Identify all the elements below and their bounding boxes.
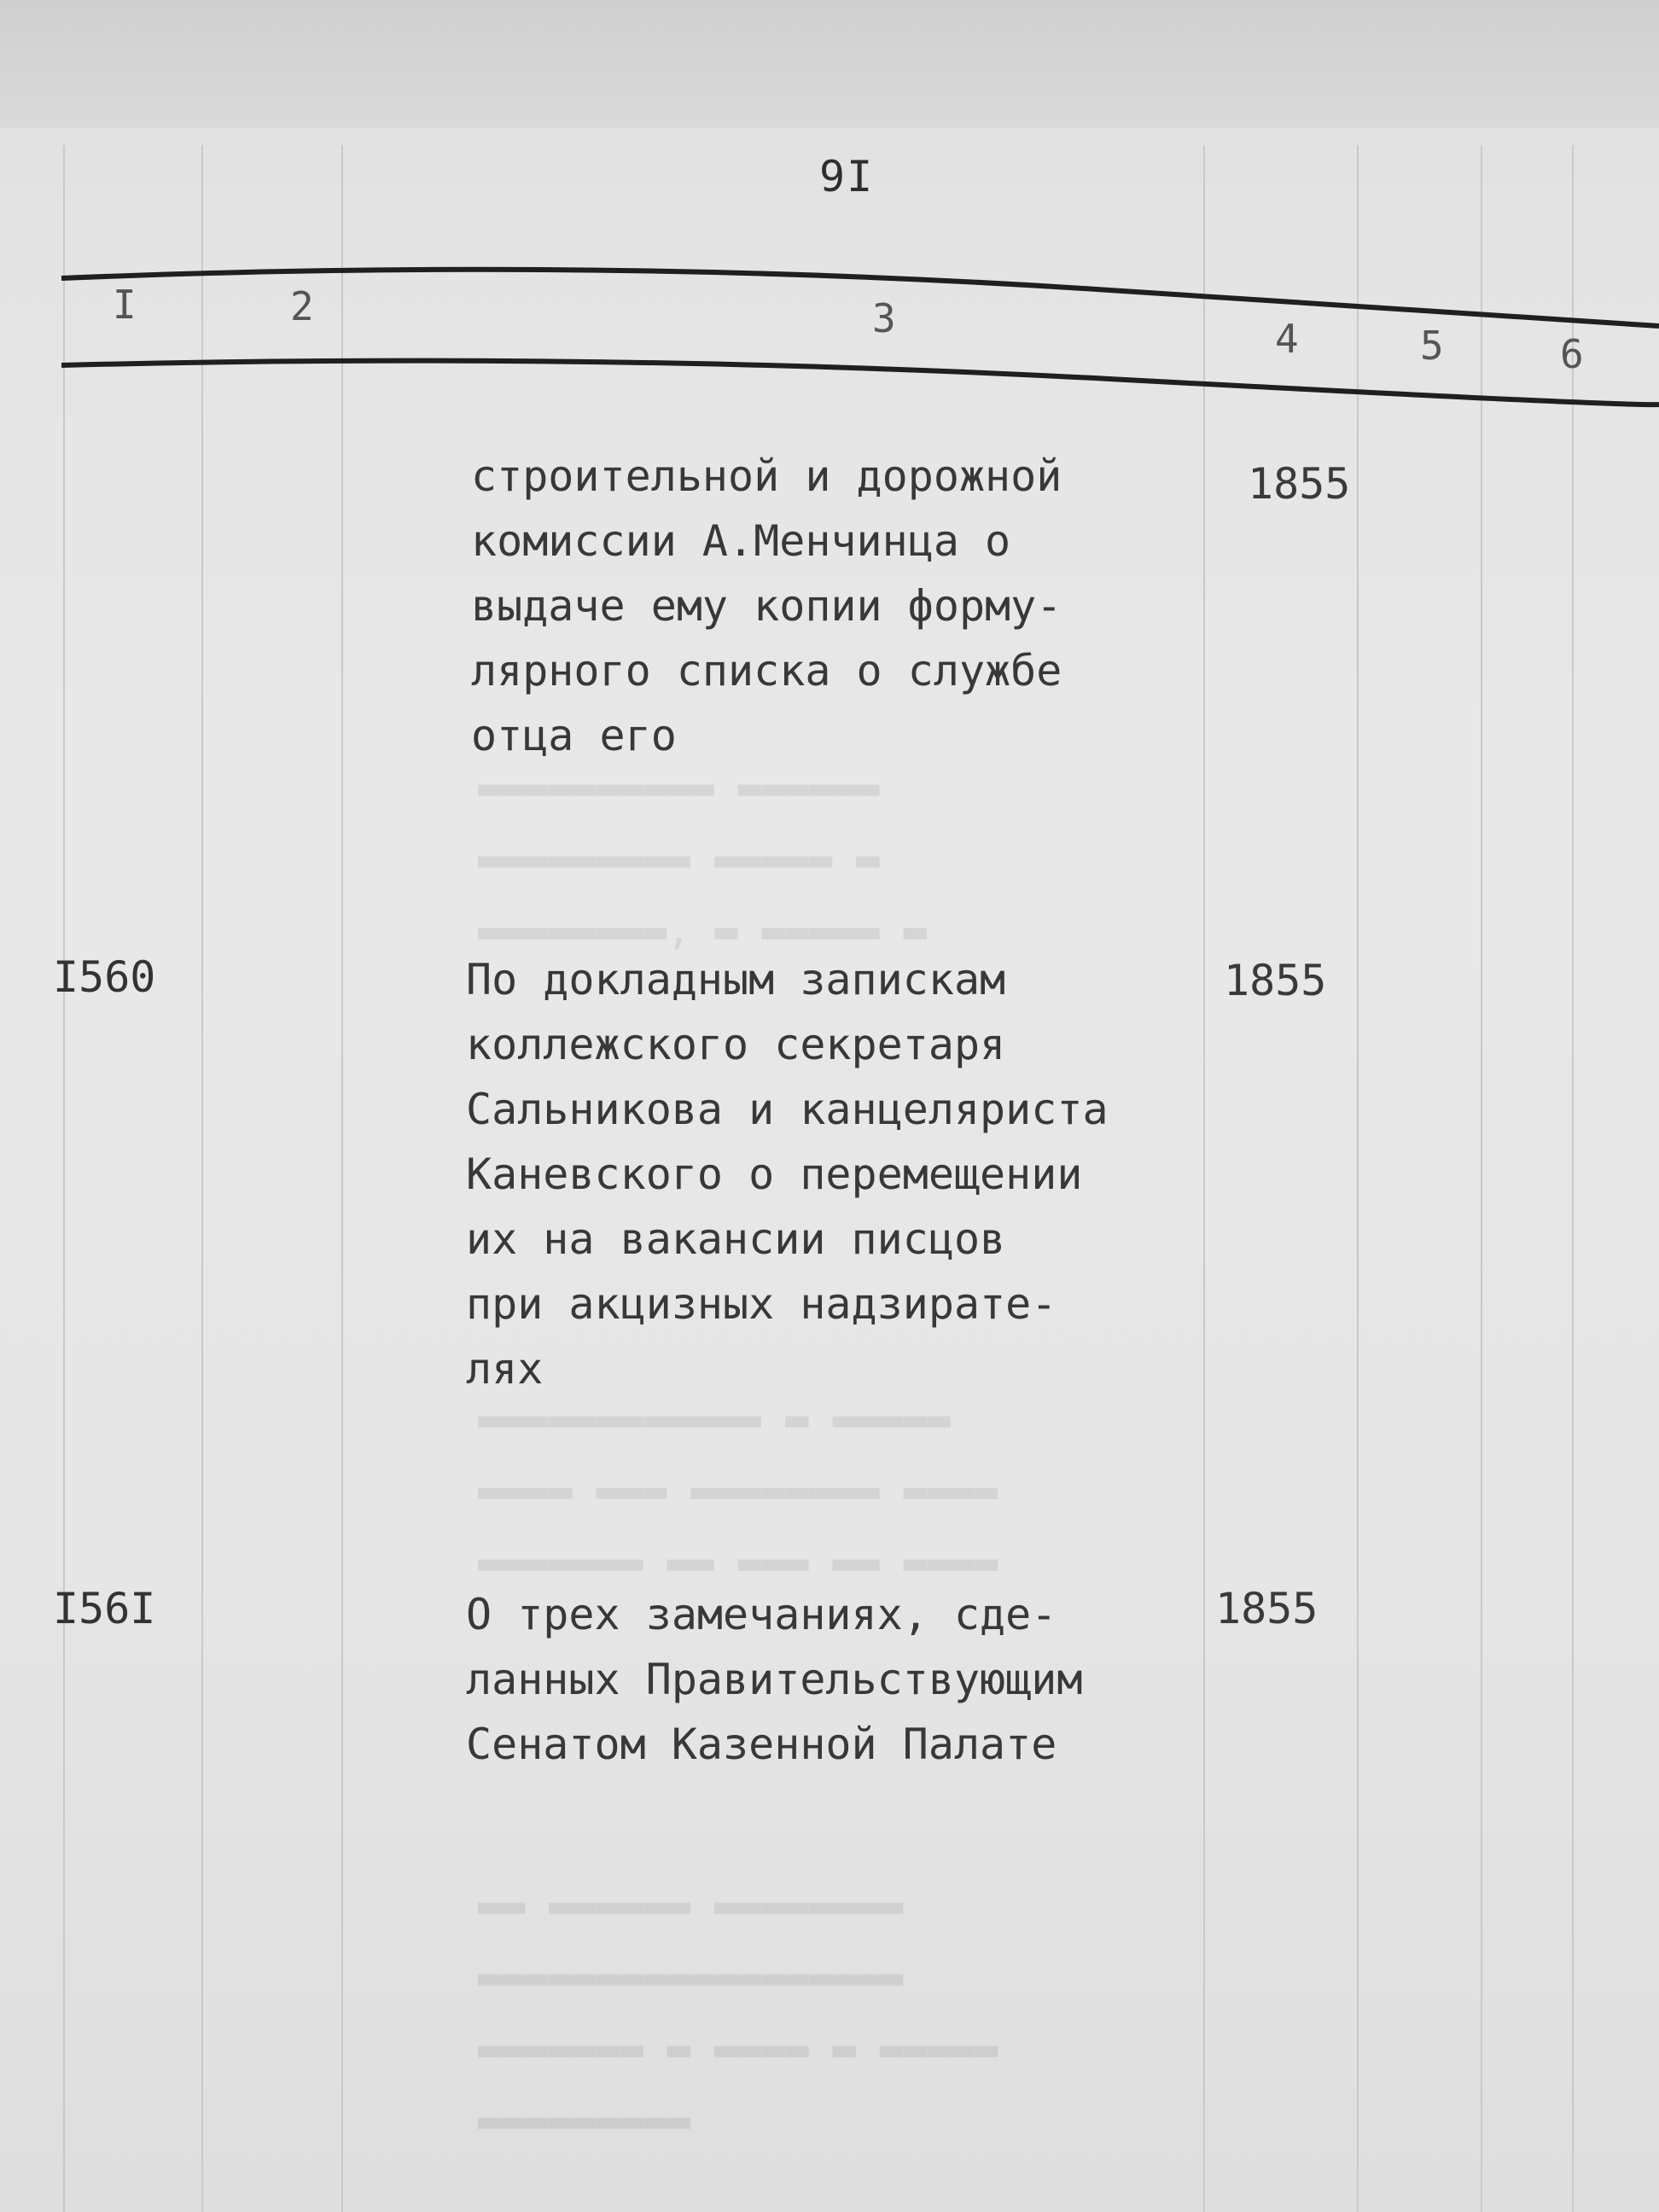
- column-header-5: 5: [1420, 323, 1444, 369]
- record-line: их на вакансии писцов: [466, 1214, 1006, 1264]
- record-line: Сальникова и канцеляриста: [466, 1085, 1109, 1134]
- record-line: ланных Правительствующим: [466, 1655, 1083, 1704]
- record-year: 1855: [1215, 1584, 1318, 1633]
- bleed-through-text: ▬▬▬▬▬▬▬▬▬▬▬▬ ▬ ▬▬▬▬▬ ▬▬▬▬ ▬▬▬ ▬▬▬▬▬▬▬▬ ▬▬▬▬ ▬▬▬▬▬▬▬ ▬▬ ▬▬▬ ▬▬ ▬▬▬▬: [478, 1395, 998, 1585]
- bleed-through-text: ▬▬▬▬▬▬▬▬▬▬ ▬▬▬▬▬▬ ▬▬▬▬▬▬▬▬▬ ▬▬▬▬▬ ▬ ▬▬▬▬▬▬▬▬, ▬ ▬▬▬▬▬ ▬: [478, 764, 928, 953]
- column-rule: [1357, 145, 1359, 2212]
- column-header-1: I: [113, 282, 137, 328]
- record-line: О трех замечаниях, сде-: [466, 1590, 1057, 1639]
- record-line: при акцизных надзирате-: [466, 1279, 1057, 1329]
- column-rule: [1203, 145, 1205, 2212]
- record-number: I56I: [53, 1584, 156, 1633]
- record-line: комиссии А.Менчинца о: [471, 516, 1011, 566]
- column-rule: [201, 145, 203, 2212]
- column-header-4: 4: [1275, 316, 1299, 362]
- record-year: 1855: [1224, 956, 1327, 1005]
- record-line: отца его: [471, 711, 677, 760]
- header-rules: [0, 0, 1659, 427]
- record-line: выдаче ему копии формy-: [471, 581, 1062, 631]
- page-number: 9I: [819, 152, 875, 201]
- record-line: лярного списка о службе: [471, 646, 1062, 696]
- record-number: I560: [53, 952, 156, 1002]
- column-rule: [1572, 145, 1574, 2212]
- record-line: строительной и дорожной: [471, 451, 1062, 501]
- column-header-6: 6: [1560, 331, 1584, 377]
- column-rule: [341, 145, 343, 2212]
- column-rule: [1481, 145, 1482, 2212]
- record-description: [471, 444, 1171, 768]
- bleed-through-text: ▬▬ ▬▬▬▬▬▬ ▬▬▬▬▬▬▬▬ ▬▬▬▬▬▬▬▬▬▬▬▬▬▬▬▬▬▬ ▬▬▬▬▬▬▬ ▬ ▬▬▬▬ ▬ ▬▬▬▬▬ ▬▬▬▬▬▬▬▬▬: [478, 1882, 998, 2143]
- record-description: [466, 947, 1166, 1401]
- column-rule: [63, 145, 65, 2212]
- column-header-3: 3: [872, 295, 896, 341]
- record-description: [466, 1582, 1166, 1777]
- record-line: По докладным запискам: [466, 955, 1006, 1004]
- column-header-2: 2: [290, 283, 314, 329]
- record-line: Сенатом Казенной Палате: [466, 1720, 1057, 1769]
- record-line: коллежского секретаря: [466, 1020, 1006, 1069]
- record-line: лях: [466, 1344, 544, 1394]
- record-year: 1855: [1248, 459, 1351, 509]
- record-line: Каневского о перемещении: [466, 1150, 1083, 1199]
